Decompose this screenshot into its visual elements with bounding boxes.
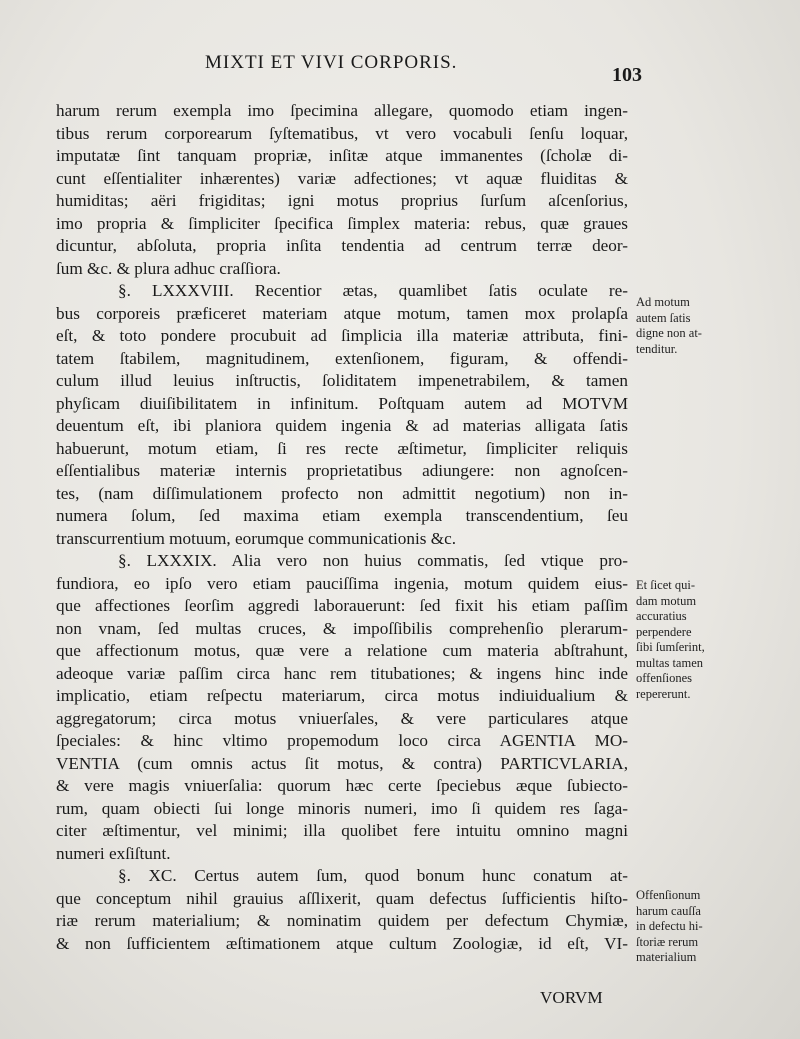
text-line: humiditas; aëri frigiditas; igni motus proprius ſurſum aſcenſorius, bbox=[56, 191, 628, 210]
margin-note-line: Offenſionum bbox=[636, 888, 701, 902]
text-line: tibus rerum corporearum ſyſtematibus, vt vero vocabuli ſenſu loquar, bbox=[56, 123, 628, 143]
text-line: que conceptum nihil grauius aſſlixerit, quam defectus ſufficientis hiſto- bbox=[56, 888, 628, 908]
text-line: dicuntur, abſoluta, propria inſita tendentia ad centrum terræ deor- bbox=[56, 236, 628, 255]
margin-note-line: repererunt. bbox=[636, 686, 691, 701]
text-line: rum, quam obiecti ſui longe minoris numeri, imo ſi quidem res ſaga- bbox=[56, 798, 628, 818]
page-number: 103 bbox=[612, 64, 642, 86]
margin-note-line: tenditur. bbox=[636, 341, 678, 356]
margin-note-line: digne non at- bbox=[636, 326, 702, 340]
text-line: habuerunt, motum etiam, ſi res recte æſtimetur, ſimpliciter reliquis bbox=[56, 438, 628, 458]
margin-note-line: autem ſatis bbox=[636, 310, 691, 325]
text-line: ſum &c. & plura adhuc craſſiora. bbox=[56, 258, 281, 278]
text-line: que affectionum motus, quæ vere a relatione cum materia abſtrahunt, bbox=[56, 641, 628, 660]
catchword: VORVM bbox=[540, 988, 603, 1007]
text-line: VENTIA (cum omnis actus ſit motus, & contra) PARTICVLARIA, bbox=[56, 753, 628, 773]
text-line: non vnam, ſed multas cruces, & impoſſibilis comprehenſio plerarum- bbox=[56, 618, 628, 638]
text-line: tes, (nam diſſimulationem profecto non admittit negotium) non in- bbox=[56, 483, 628, 503]
body-text bbox=[56, 100, 628, 955]
text-line: & vere magis vniuerſalia: quorum hæc certe ſpeciebus æque ſubiecto- bbox=[56, 776, 628, 795]
text-line: imputatæ ſint tanquam propriæ, inſitæ atque immanentes (ſcholæ di- bbox=[56, 146, 628, 165]
margin-note bbox=[636, 888, 758, 966]
text-line: numeri exſiſtunt. bbox=[56, 843, 171, 863]
text-line: tatem ſtabilem, magnitudinem, extenſionem, figuram, & offendi- bbox=[56, 348, 628, 368]
margin-note-line: dam motum bbox=[636, 593, 697, 608]
text-line: eſſentialibus materiæ internis proprietatibus adiungere: non agnoſcen- bbox=[56, 461, 628, 480]
section-heading-line: §. LXXXVIII. Recentior ætas, quamlibet ſatis oculate re- bbox=[118, 281, 628, 300]
running-title: MIXTI ET VIVI CORPORIS. bbox=[205, 52, 458, 73]
text-line: & non ſufficientem æſtimationem atque cultum Zoologiæ, id eſt, VI- bbox=[56, 933, 628, 953]
margin-note-line: harum cauſſa bbox=[636, 903, 701, 918]
margin-note-line: Et ſicet qui- bbox=[636, 578, 696, 592]
margin-note-line: accuratius bbox=[636, 609, 687, 623]
text-line: numera ſolum, ſed maxima etiam exempla transcendentium, ſeu bbox=[56, 506, 628, 525]
text-line: implicatio, etiam reſpectu materiarum, circa motus indiuidualium & bbox=[56, 686, 628, 705]
margin-note-line: offenſiones bbox=[636, 671, 693, 685]
margin-note-line: multas tamen bbox=[636, 655, 703, 670]
margin-note-line: in defectu hi- bbox=[636, 919, 703, 933]
text-line: aggregatorum; circa motus vniuerſales, & vere particulares atque bbox=[56, 708, 628, 728]
text-line: bus corporeis præficeret materiam atque motum, tamen mox prolapſa bbox=[56, 303, 628, 323]
margin-note-line: materialium bbox=[636, 950, 697, 964]
text-line: citer æſtimentur, vel minimi; illa quolibet fere intuitu omnino magni bbox=[56, 821, 628, 840]
text-line: culum illud leuius inſtructis, ſoliditatem impenetrabilem, & tamen bbox=[56, 371, 628, 390]
section-heading-line: §. LXXXIX. Alia vero non huius commatis, ſed vtique pro- bbox=[118, 551, 628, 570]
margin-note-line: ſtoriæ rerum bbox=[636, 934, 699, 949]
text-line: imo propria & ſimpliciter ſpecifica ſimplex materia: rebus, quæ graues bbox=[56, 213, 628, 233]
margin-note-line: ſibi ſumſerint, bbox=[636, 640, 705, 654]
text-line: que affectiones ſeorſim aggredi laborauerunt: ſed fixit his etiam paſſim bbox=[56, 596, 628, 615]
text-line: phyſicam diuiſibilitatem in infinitum. Poſtquam autem ad MOTVM bbox=[56, 393, 628, 413]
text-line: eſt, & toto pondere procubuit ad ſimplicia illa materiæ attributa, fini- bbox=[56, 326, 628, 345]
margin-note bbox=[636, 578, 758, 702]
text-line: transcurrentium motuum, eorumque communicationis &c. bbox=[56, 528, 456, 548]
text-line: fundiora, eo ipſo vero etiam pauciſſima ingenia, motum quidem eius- bbox=[56, 573, 628, 593]
text-line: adeoque variæ paſſim circa hanc rem titubationes; & ingens hinc inde bbox=[56, 663, 628, 683]
text-line: harum rerum exempla imo ſpecimina allegare, quomodo etiam ingen- bbox=[56, 101, 628, 120]
margin-note-line: Ad motum bbox=[636, 295, 690, 309]
text-line: ſpeciales: & hinc vltimo propemodum loco circa AGENTIA MO- bbox=[56, 731, 628, 750]
section-heading-line: §. XC. Certus autem ſum, quod bonum hunc conatum at- bbox=[118, 866, 628, 885]
margin-note-line: perpendere bbox=[636, 624, 692, 639]
margin-note bbox=[636, 295, 758, 357]
text-line: deuentum eſt, ibi planiora quidem ingenia & ad materias alligata ſatis bbox=[56, 416, 628, 435]
text-line: riæ rerum materialium; & nominatim quidem per defectum Chymiæ, bbox=[56, 911, 628, 930]
text-line: cunt eſſentialiter inhærentes) variæ adfectiones; vt aquæ fluiditas & bbox=[56, 168, 628, 188]
